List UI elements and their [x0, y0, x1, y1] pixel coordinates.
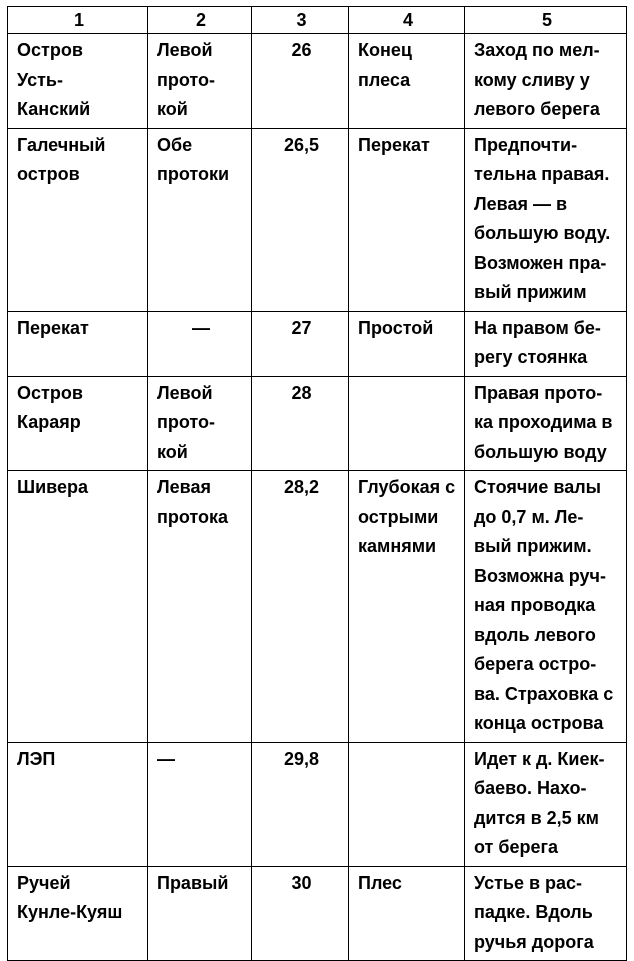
cell-notes: Устье в рас- падке. Вдоль ручья дорога	[474, 872, 594, 952]
column-header-2: 2	[148, 7, 252, 34]
table-row	[8, 311, 627, 376]
cell-character: Простой	[358, 317, 434, 338]
cell-passage: Обе протоки	[157, 134, 230, 184]
cell-notes: Заход по мел- кому сливу у левого берега	[474, 40, 600, 119]
cell-character: Плес	[358, 872, 402, 893]
cell-notes: Правая прото- ка проходима в большую воду	[474, 382, 613, 462]
cell-object: Перекат	[17, 317, 89, 338]
column-header-4: 4	[349, 7, 465, 34]
table-row	[8, 742, 627, 866]
cell-km: 26	[291, 40, 312, 60]
cell-km: 26,5	[283, 134, 320, 155]
cell-passage: Левой прото- кой	[157, 40, 215, 119]
cell-km: 28,2	[283, 477, 320, 497]
cell-object: Остров Усть- Канский	[17, 40, 91, 119]
cell-object: ЛЭП	[17, 748, 56, 769]
cell-passage: —	[157, 748, 175, 769]
cell-object: Галечный остров	[17, 134, 106, 184]
header-row	[8, 7, 627, 34]
table-row	[8, 128, 627, 311]
column-header-3: 3	[252, 7, 349, 34]
cell-object: Шивера	[17, 477, 88, 497]
cell-notes: Идет к д. Киек- баево. Нахо- дится в 2,5 км от берега	[474, 748, 605, 857]
cell-km: 30	[291, 872, 312, 893]
cell-km: 29,8	[283, 748, 320, 769]
table-row	[8, 376, 627, 471]
cell-object: Остров Караяр	[17, 382, 83, 432]
cell-notes: Стоячие валы до 0,7 м. Ле- вый прижим. Возможна руч- ная проводка вдоль левого берега остро- ва. Страховка с конца острова	[474, 477, 614, 733]
cell-character: Конец плеса	[358, 40, 412, 90]
table-row	[8, 34, 627, 129]
column-header-1: 1	[8, 7, 148, 34]
cell-passage: Левой прото- кой	[157, 382, 215, 462]
cell-passage: Правый	[157, 872, 229, 893]
cell-notes: Предпочти- тельна правая. Левая — в большую воду. Возможен пра- вый прижим	[474, 134, 611, 302]
cell-passage: Левая протока	[157, 477, 229, 527]
cell-km: 28	[291, 382, 312, 403]
cell-notes: На правом бе- регу стоянка	[474, 317, 601, 367]
cell-km: 27	[291, 317, 312, 338]
cell-character: Перекат	[358, 134, 430, 155]
river-route-table	[7, 6, 627, 961]
column-header-5: 5	[465, 7, 627, 34]
cell-passage: —	[192, 317, 210, 338]
table-row	[8, 471, 627, 743]
cell-character: Глубокая с острыми камнями	[358, 477, 456, 556]
cell-object: Ручей Кунле-Куяш	[17, 872, 123, 922]
table-row	[8, 866, 627, 961]
